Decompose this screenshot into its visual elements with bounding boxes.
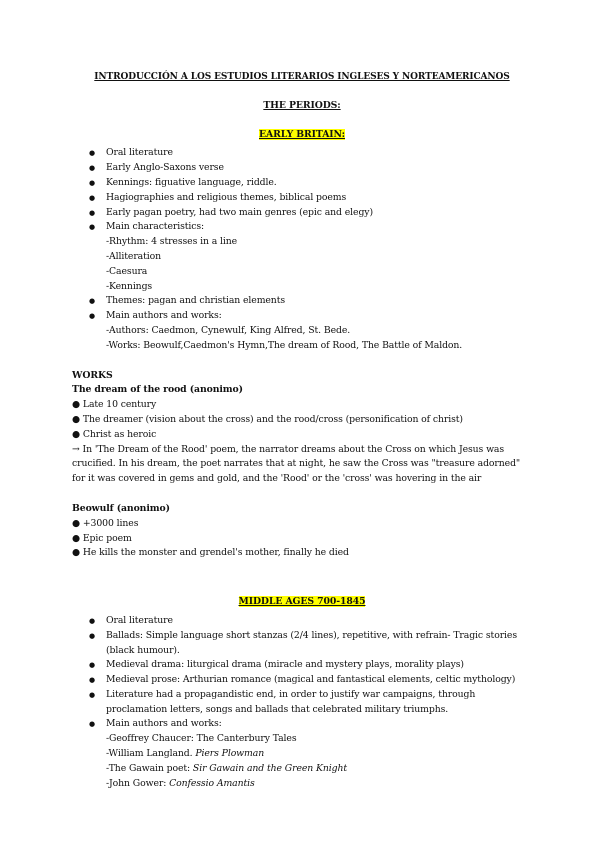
list-item-characteristics: ● Main characteristics: -Rhythm: 4 stresses in a line -Alliteration -Caesura -Kennings (72, 220, 532, 294)
author-line: -The Gawain poet: Sir Gawain and the Green Knight (106, 762, 347, 774)
work-line: ● Christ as heroic (72, 428, 157, 440)
early-britain-list (72, 146, 532, 353)
list-item: ● Themes: pagan and christian elements (72, 294, 532, 309)
list-item: ● Early Anglo-Saxons verse (72, 161, 532, 176)
list-item: ● Oral literature (72, 146, 532, 161)
document-title: INTRODUCCIÓN A LOS ESTUDIOS LITERARIOS INGLESES Y NORTEAMERICANOS (94, 72, 510, 82)
characteristic-line: -Alliteration (106, 250, 161, 262)
list-item: ● Ballads: Simple language short stanzas (2/4 lines), repetitive, with refrain- Tragic stories (black humour). (72, 629, 532, 659)
work-line: ● He kills the monster and grendel's mother, finally he died (72, 547, 349, 559)
work-title: The dream of the rood (anonimo) (72, 384, 243, 396)
list-item: ● Medieval drama: liturgical drama (miracle and mystery plays, morality plays) (72, 658, 532, 673)
author-line: -Geoffrey Chaucer: The Canterbury Tales (106, 733, 297, 745)
early-britain-heading: EARLY BRITAIN: (259, 128, 345, 140)
work-beowulf (72, 502, 532, 561)
list-item: ● Medieval prose: Arthurian romance (magical and fantastical elements, celtic mythology) (72, 673, 532, 688)
work-paragraph: → In 'The Dream of the Rood' poem, the narrator dreams about the Cross on which Jesus was crucified. In his dream, the poet narrates that at night, he saw the Cross was "treasure adorned" for it was covered in gems and gold, and the 'Rood' or the 'cross' was hovering in the air (72, 443, 521, 485)
characteristic-line: -Rhythm: 4 stresses in a line (106, 236, 238, 248)
author-line: -John Gower: Confessio Amantis (106, 777, 255, 789)
authors-line: -Authors: Caedmon, Cynewulf, King Alfred, St. Bede. (106, 324, 351, 336)
list-item-authors: ● Main authors and works: -Geoffrey Chaucer: The Canterbury Tales -William Langland. Piers Plowman -The Gawain poet: Sir Gawain and the Green Knight -John Gower: Confessio Amantis (72, 717, 532, 791)
characteristic-line: -Caesura (106, 265, 148, 277)
work-title: Beowulf (anonimo) (72, 502, 170, 514)
list-item: ● Kennings: figuative language, riddle. (72, 176, 532, 191)
list-item-authors: ● Main authors and works: -Authors: Caedmon, Cynewulf, King Alfred, St. Bede. -Works: Beowulf,Caedmon's Hymn,The dream of Rood, The Battle of Maldon. (72, 309, 532, 353)
characteristic-line: -Kennings (106, 280, 153, 292)
periods-heading: THE PERIODS: (263, 99, 341, 111)
list-item: ● Early pagan poetry, had two main genres (epic and elegy) (72, 206, 532, 221)
list-item: ● Literature had a propagandistic end, in order to justify war campaigns, through proclamation letters, songs and ballads that celebrated military triumphs. (72, 688, 532, 718)
list-item: ● Oral literature (72, 614, 532, 629)
work-line: ● Epic poem (72, 532, 132, 544)
document-page (72, 70, 532, 791)
work-dream-of-the-rood (72, 383, 532, 487)
work-line: ● +3000 lines (72, 517, 139, 529)
works-line: -Works: Beowulf,Caedmon's Hymn,The dream of Rood, The Battle of Maldon. (106, 339, 463, 351)
works-heading: WORKS (72, 369, 113, 381)
middle-ages-heading: MIDDLE AGES 700-1845 (238, 596, 366, 608)
work-line: ● Late 10 century (72, 399, 157, 411)
work-line: ● The dreamer (vision about the cross) and the rood/cross (personification of christ) (72, 413, 463, 425)
list-item: ● Hagiographies and religious themes, biblical poems (72, 191, 532, 206)
author-line: -William Langland. Piers Plowman (106, 748, 265, 760)
middle-ages-list (72, 614, 532, 792)
